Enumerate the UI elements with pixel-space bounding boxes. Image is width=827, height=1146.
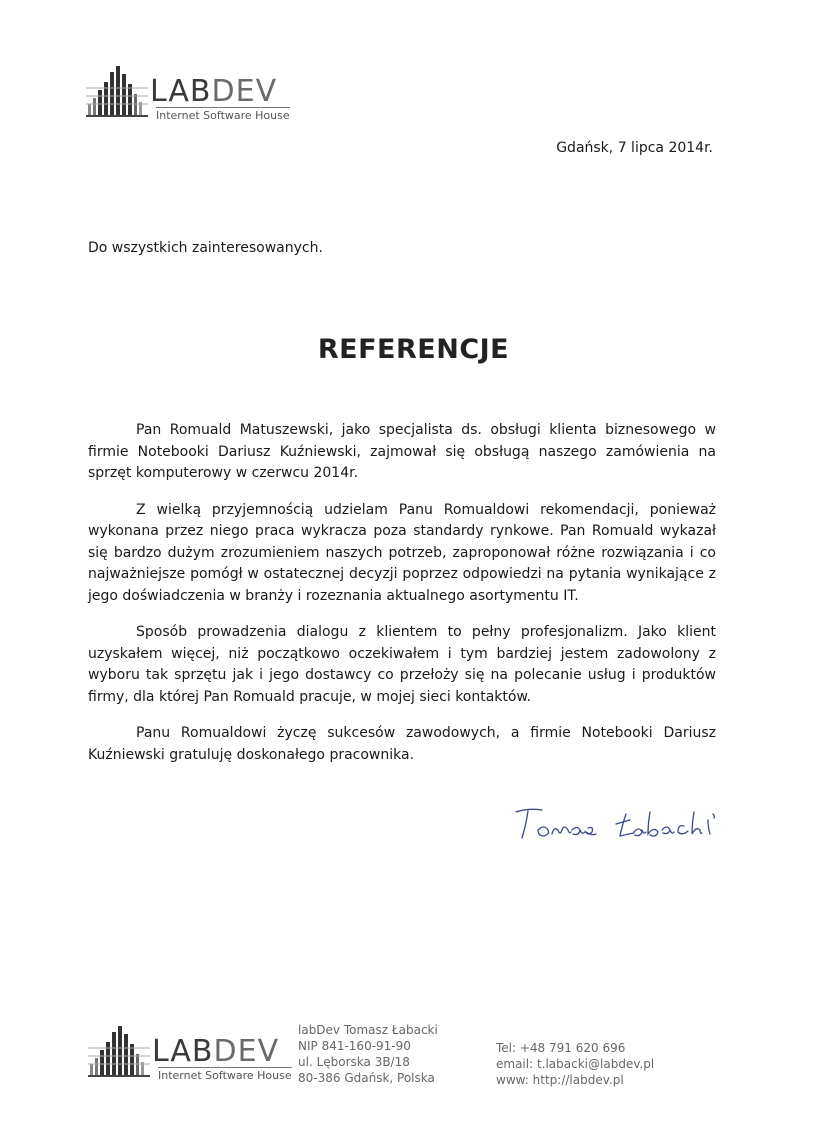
footer-street: ul. Lęborska 3B/18 (298, 1055, 410, 1069)
document-title: REFERENCJE (317, 334, 510, 365)
logo-word-lab: LAB (150, 74, 212, 109)
building-bars-icon (88, 1020, 150, 1082)
logo-tagline: Internet Software House (158, 1069, 292, 1082)
salutation: Do wszystkich zainteresowanych. (88, 240, 323, 256)
paragraph: Sposób prowadzenia dialogu z klientem to pełny profesjonalizm. Jako klient uzyskałem więcej, niż początkowo oczekiwałem i tym bardziej jestem zadowolony z wyboru tak sprzętu jak i jego dostawcy co przełoży się na polecanie usług i produktów firmy, dla której Pan Romuald pracuje, w mojej sieci kontaktów. (88, 624, 716, 705)
handwritten-signature (508, 800, 748, 850)
footer-company-name: labDev Tomasz Łabacki (298, 1023, 438, 1037)
footer-phone: Tel: +48 791 620 696 (496, 1041, 626, 1055)
logo-word-dev: DEV (211, 74, 278, 109)
footer-city: 80-386 Gdańsk, Polska (298, 1071, 435, 1085)
footer-email: email: t.labacki@labdev.pl (496, 1057, 655, 1071)
place-date: Gdańsk, 7 lipca 2014r. (556, 140, 713, 156)
logo-wordmark (152, 1034, 292, 1069)
paragraph: Pan Romuald Matuszewski, jako specjalista ds. obsługi klienta biznesowego w firmie Notebooki Dariusz Kuźniewski, zajmował się obsługą naszego zamówienia na sprzęt komputerowy w czerwcu 2014r. (88, 422, 716, 481)
footer-nip: NIP 841-160-91-90 (298, 1039, 411, 1053)
logo-word-lab: LAB (152, 1034, 214, 1069)
logo-wordmark (150, 74, 290, 109)
footer-website: www: http://labdev.pl (496, 1073, 624, 1087)
labdev-logo (86, 60, 290, 122)
letter-body (88, 420, 716, 781)
paragraph: Panu Romualdowi życzę sukcesów zawodowych, a firmie Notebooki Dariusz Kuźniewski gratuluję doskonałego pracownika. (88, 725, 716, 763)
building-bars-icon (86, 60, 148, 122)
logo-tagline: Internet Software House (156, 109, 290, 122)
footer-contact-info (496, 1040, 654, 1088)
footer-company-info (298, 1022, 438, 1086)
logo-word-dev: DEV (213, 1034, 280, 1069)
labdev-logo-footer (88, 1020, 292, 1082)
paragraph: Z wielką przyjemnością udzielam Panu Romualdowi rekomendacji, ponieważ wykonana przez niego praca wykracza poza standardy rynkowe. Pan Romuald wykazał się bardzo dużym zrozumieniem naszych potrzeb, zaproponował różne rozwiązania i co najważniejsze pomógł w ostatecznej decyzji poprzez odpowiedzi na pytania wynikające z jego doświadczenia w branży i rozeznania aktualnego asortymentu IT. (88, 501, 716, 604)
